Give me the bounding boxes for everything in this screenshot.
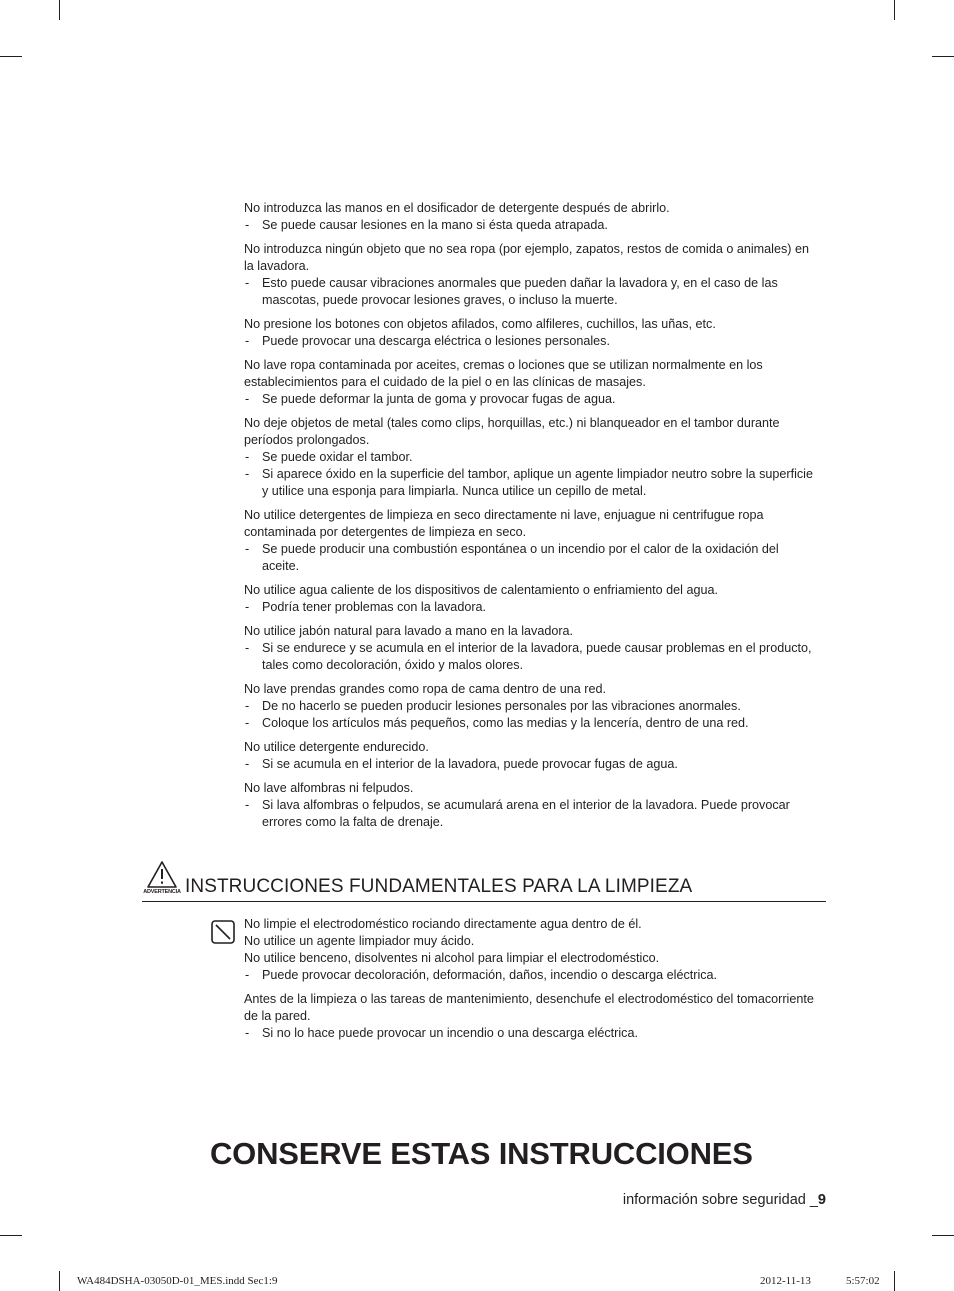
instruction-item [244,415,828,500]
consequence-text: Puede provocar decoloración, deformación, daños, incendio o descarga eléctrica. [262,968,718,982]
consequence-text: tales como decoloración, óxido y malos olores. [262,658,524,672]
instruction-item [244,681,828,732]
instruction-text: No utilice benceno, disolventes ni alcohol para limpiar el electrodoméstico. [244,951,660,965]
consequence-bullet [244,466,828,500]
consequence-bullet [244,333,828,350]
bullet-dash: - [245,716,250,730]
consequence-text: aceite. [262,559,300,573]
instruction-text: la lavadora. [244,259,310,273]
instruction-text: No presione los botones con objetos afilados, como alfileres, cuchillos, las uñas, etc. [244,317,716,331]
consequence-text: Puede provocar una descarga eléctrica o lesiones personales. [262,334,610,348]
consequence-bullet [244,698,828,715]
section-title: INSTRUCCIONES FUNDAMENTALES PARA LA LIMPIEZA [185,876,693,897]
page-number: 9 [817,1192,826,1208]
consequence-text: De no hacerlo se pueden producir lesiones personales por las vibraciones anormales. [262,699,741,713]
bullet-dash: - [245,1026,250,1040]
consequence-text: Se puede deformar la junta de goma y provocar fugas de agua. [262,392,616,406]
crop-mark [0,56,22,57]
consequence-text: Se puede causar lesiones en la mano si ésta queda atrapada. [262,218,608,232]
instruction-text: No introduzca las manos en el dosificador de detergente después de abrirlo. [244,201,670,215]
instruction-item [244,739,828,773]
instruction-text: No introduzca ningún objeto que no sea ropa (por ejemplo, zapatos, restos de comida o animales) en [244,242,809,256]
consequence-bullet [244,541,828,575]
consequence-text: Se puede producir una combustión espontánea o un incendio por el calor de la oxidación del [262,542,779,556]
instruction-text: No lave ropa contaminada por aceites, cremas o lociones que se utilizan normalmente en los [244,358,763,372]
instruction-item [244,507,828,575]
slug-time: 5:57:02 [846,1275,880,1287]
crop-mark [932,56,954,57]
page-footer [623,1191,826,1209]
section-header [142,860,826,902]
bullet-dash: - [245,641,250,655]
consequence-bullet [244,756,828,773]
consequence-text: mascotas, puede provocar lesiones graves, o incluso la muerte. [262,293,618,307]
instruction-item [244,357,828,408]
consequence-text: y utilice una esponja para limpiarla. Nunca utilice un cepillo de metal. [262,484,647,498]
instruction-text: No lave prendas grandes como ropa de cama dentro de una red. [244,682,606,696]
warning-label: ADVERTENCIA [143,889,181,895]
instruction-text: No deje objetos de metal (tales como clips, horquillas, etc.) ni blanqueador en el tambor durante [244,416,780,430]
crop-mark [59,0,60,20]
consequence-text: Si se acumula en el interior de la lavadora, puede provocar fugas de agua. [262,757,678,771]
crop-mark [894,1271,895,1291]
instruction-text: No utilice jabón natural para lavado a mano en la lavadora. [244,624,574,638]
consequence-bullet [244,1025,828,1042]
instruction-text: No utilice un agente limpiador muy ácido. [244,934,475,948]
instruction-text: establecimientos para el cuidado de la piel o en las clínicas de masajes. [244,375,646,389]
consequence-bullet [244,217,828,234]
instruction-text: No utilice agua caliente de los dispositivos de calentamiento o enfriamiento del agua. [244,583,718,597]
consequence-bullet [244,275,828,309]
cleaning-instructions-list [244,916,828,1049]
crop-mark [0,1235,22,1236]
consequence-text: Si se endurece y se acumula en el interior de la lavadora, puede causar problemas en el producto, [262,641,812,655]
safety-instructions-list [244,200,828,838]
instruction-item [244,582,828,616]
bullet-dash: - [245,450,250,464]
crop-mark [59,1271,60,1291]
consequence-text: Si no lo hace puede provocar un incendio o una descarga eléctrica. [262,1026,638,1040]
bullet-dash: - [245,392,250,406]
consequence-bullet [244,449,828,466]
bullet-dash: - [245,968,250,982]
bullet-dash: - [245,798,250,812]
consequence-text: Se puede oxidar el tambor. [262,450,413,464]
bullet-dash: - [245,600,250,614]
slug-date: 2012-11-13 [760,1275,811,1287]
consequence-bullet [244,599,828,616]
keep-instructions-banner: CONSERVE ESTAS INSTRUCCIONES [210,1136,753,1171]
consequence-bullet [244,640,828,674]
bullet-dash: - [245,699,250,713]
instruction-text: Antes de la limpieza o las tareas de mantenimiento, desenchufe el electrodoméstico del tomacorriente [244,992,814,1006]
bullet-dash: - [245,218,250,232]
bullet-dash: - [245,542,250,556]
crop-mark [932,1235,954,1236]
instruction-item [244,991,828,1042]
consequence-bullet [244,715,828,732]
bullet-dash: - [245,334,250,348]
consequence-text: Coloque los artículos más pequeños, como las medias y la lencería, dentro de una red. [262,716,749,730]
prohibited-icon [211,920,235,944]
instruction-text: No limpie el electrodoméstico rociando directamente agua dentro de él. [244,917,642,931]
bullet-dash: - [245,467,250,481]
consequence-text: Si aparece óxido en la superficie del tambor, aplique un agente limpiador neutro sobre la superficie [262,467,813,481]
instruction-item [244,780,828,831]
instruction-item [244,316,828,350]
consequence-bullet [244,967,828,984]
consequence-text: errores como la falta de drenaje. [262,815,444,829]
instruction-item [244,916,828,984]
instruction-text: períodos prolongados. [244,433,370,447]
crop-mark [894,0,895,20]
instruction-item [244,200,828,234]
instruction-text: contaminada por detergentes de limpieza en seco. [244,525,527,539]
slug-filename: WA484DSHA-03050D-01_MES.indd Sec1:9 [77,1275,278,1287]
consequence-bullet [244,391,828,408]
bullet-dash: - [245,276,250,290]
footer-section-text: información sobre seguridad _ [622,1192,818,1208]
instruction-item [244,623,828,674]
bullet-dash: - [245,757,250,771]
consequence-bullet [244,797,828,831]
consequence-text: Si lava alfombras o felpudos, se acumulará arena en el interior de la lavadora. Puede provocar [262,798,790,812]
instruction-text: de la pared. [244,1009,311,1023]
consequence-text: Podría tener problemas con la lavadora. [262,600,487,614]
instruction-text: No utilice detergentes de limpieza en seco directamente ni lave, enjuague ni centrifugue ropa [244,508,764,522]
instruction-text: No utilice detergente endurecido. [244,740,429,754]
instruction-item [244,241,828,309]
instruction-text: No lave alfombras ni felpudos. [244,781,414,795]
consequence-text: Esto puede causar vibraciones anormales que pueden dañar la lavadora y, en el caso de las [262,276,778,290]
